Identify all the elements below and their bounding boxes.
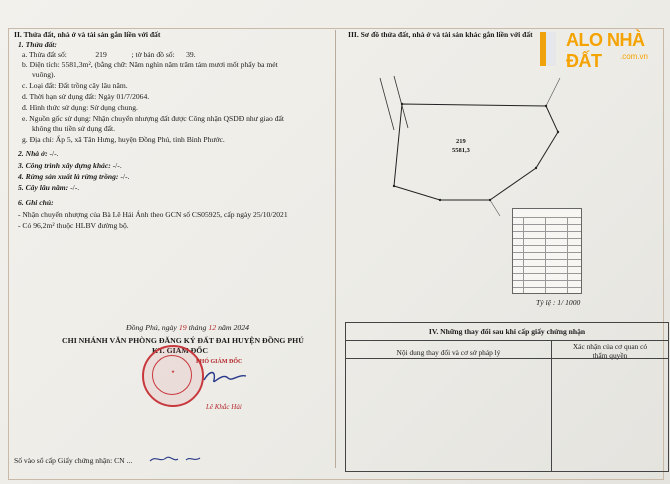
coordinate-table [512,208,582,294]
issuing-office: CHI NHÁNH VĂN PHÒNG ĐĂNG KÝ ĐẤT ĐAI HUYỆN ĐỒNG PHÚ [62,336,304,345]
section-iii-title: III. Sơ đồ thửa đất, nhà ở và tài sản khác gắn liền với đất [348,30,533,39]
watermark-logo-icon [540,32,556,66]
section-ii-title: II. Thửa đất, nhà ở và tài sản gắn liền với đất [14,30,161,39]
perennial-tree-line: 5. Cây lâu năm: -/-. [18,183,80,192]
changes-table [345,322,669,472]
address: g. Địa chỉ: Ấp 5, xã Tân Hưng, huyện Đồng Phú, tỉnh Bình Phước. [22,135,225,144]
notes-heading: 6. Ghi chú: [18,198,54,207]
production-forest-line: 4. Rừng sản xuất là rừng trồng: -/-. [18,172,130,181]
alonhadat-watermark [540,22,665,74]
land-type: c. Loại đất: Đất trồng cây lâu năm. [22,81,128,90]
area-line-cont: vuông). [32,70,56,79]
house-line: 2. Nhà ở: -/-. [18,149,59,158]
director-signature [200,366,250,388]
signer-name: Lê Khắc Hải [206,403,242,411]
changes-col-confirmation: Xác nhận của cơ quan có thẩm quyền [572,342,648,360]
column-divider [335,30,336,468]
usage-term: d. Thời hạn sử dụng đất: Ngày 01/7/2064. [22,92,150,101]
issue-date: Đồng Phú, ngày 19 tháng 12 năm 2024 [126,323,250,332]
area-line: b. Diện tích: 5581,3m², (bằng chữ: Năm nghìn năm trăm tám mươi mốt phẩy ba mét [22,60,278,69]
registry-handwriting [148,452,208,466]
parcel-heading: 1. Thửa đất: [18,40,57,49]
note-transfer: - Nhận chuyển nhượng của Bà Lê Hải Ánh theo GCN số CS05925, cấp ngày 25/10/2021 [18,210,288,219]
registry-number-line: Số vào sổ cấp Giấy chứng nhận: CN ... [14,456,133,465]
parcel-number-label-sketch: 219 [456,138,466,145]
watermark-domain: .com.vn [620,52,649,61]
parcel-number: 219 [95,50,107,59]
note-road-corridor: - Có 96,2m² thuộc HLBV đường bộ. [18,221,129,230]
seal-text: ★ [170,369,176,374]
parcel-number-label: a. Thửa đất số: 219 ; tờ bản đồ số: 39. [22,50,196,59]
official-seal [142,345,204,407]
usage-origin-cont: không thu tiền sử dụng đất. [32,124,116,133]
vice-director-label: PHÓ GIÁM ĐỐC [196,359,243,365]
map-sheet-number: 39. [186,50,196,59]
changes-table-header: IV. Những thay đổi sau khi cấp giấy chứng nhận [346,323,668,341]
changes-col-content: Nội dung thay đổi và cơ sở pháp lý [346,340,552,471]
parcel-area-label-sketch: 5581,3 [452,147,470,154]
watermark-brand: ALO NHÀ ĐẤT [566,30,645,71]
map-scale: Tỷ lệ : 1/ 1000 [536,298,581,307]
signature-title: KT. GIÁM ĐỐC [152,346,208,355]
other-construction-line: 3. Công trình xây dựng khác: -/-. [18,161,122,170]
usage-form: đ. Hình thức sử dụng: Sử dụng chung. [22,103,138,112]
usage-origin: e. Nguồn gốc sử dụng: Nhận chuyển nhượng đất được Công nhận QSDĐ như giao đất [22,114,284,123]
